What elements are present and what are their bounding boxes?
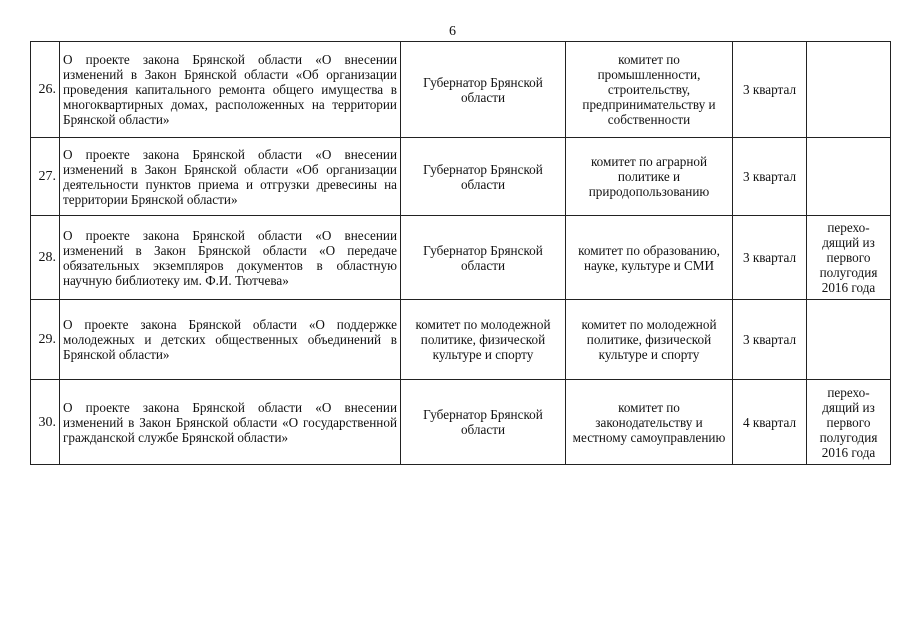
table-row <box>31 42 891 138</box>
responsible-committee: комитет по молодежной политике, физической культуре и спорту <box>566 300 733 380</box>
responsible-committee: комитет по промышленности, строительству, предпринимательству и собственности <box>566 42 733 138</box>
responsible-committee: комитет по законодательству и местному самоуправлению <box>566 380 733 465</box>
note <box>807 300 891 380</box>
table-row <box>31 138 891 216</box>
bill-title: О проекте закона Брянской области «О внесении изменений в Закон Брянской области «О передаче обязательных экземпляров документов в областную научную библиотеку им. Ф.И. Тютчева» <box>60 216 401 300</box>
row-number: 26. <box>31 42 60 138</box>
note: перехо-дящий из первого полугодия 2016 года <box>807 380 891 465</box>
initiator: Губернатор Брянской области <box>401 42 566 138</box>
initiator: Губернатор Брянской области <box>401 216 566 300</box>
bill-title: О проекте закона Брянской области «О внесении изменений в Закон Брянской области «О государственной гражданской службе Брянской области» <box>60 380 401 465</box>
note: перехо-дящий из первого полугодия 2016 года <box>807 216 891 300</box>
bill-title: О проекте закона Брянской области «О поддержке молодежных и детских общественных объединений в Брянской области» <box>60 300 401 380</box>
period: 3 квартал <box>733 216 807 300</box>
period: 3 квартал <box>733 42 807 138</box>
initiator: комитет по молодежной политике, физической культуре и спорту <box>401 300 566 380</box>
period: 3 квартал <box>733 300 807 380</box>
responsible-committee: комитет по аграрной политике и природопользованию <box>566 138 733 216</box>
bill-title: О проекте закона Брянской области «О внесении изменений в Закон Брянской области «Об организации проведения капитального ремонта общего имущества в многоквартирных домах, расположенных на территории Брянской области» <box>60 42 401 138</box>
period: 3 квартал <box>733 138 807 216</box>
table-row <box>31 216 891 300</box>
legislative-plan-table <box>30 41 891 465</box>
row-number: 27. <box>31 138 60 216</box>
bill-title: О проекте закона Брянской области «О внесении изменений в Закон Брянской области «Об организации деятельности пунктов приема и отгрузки древесины на территории Брянской области» <box>60 138 401 216</box>
table-row <box>31 300 891 380</box>
table-row <box>31 380 891 465</box>
responsible-committee: комитет по образованию, науке, культуре и СМИ <box>566 216 733 300</box>
initiator: Губернатор Брянской области <box>401 138 566 216</box>
row-number: 29. <box>31 300 60 380</box>
note <box>807 138 891 216</box>
note <box>807 42 891 138</box>
initiator: Губернатор Брянской области <box>401 380 566 465</box>
row-number: 28. <box>31 216 60 300</box>
row-number: 30. <box>31 380 60 465</box>
page-number: 6 <box>449 24 456 39</box>
period: 4 квартал <box>733 380 807 465</box>
